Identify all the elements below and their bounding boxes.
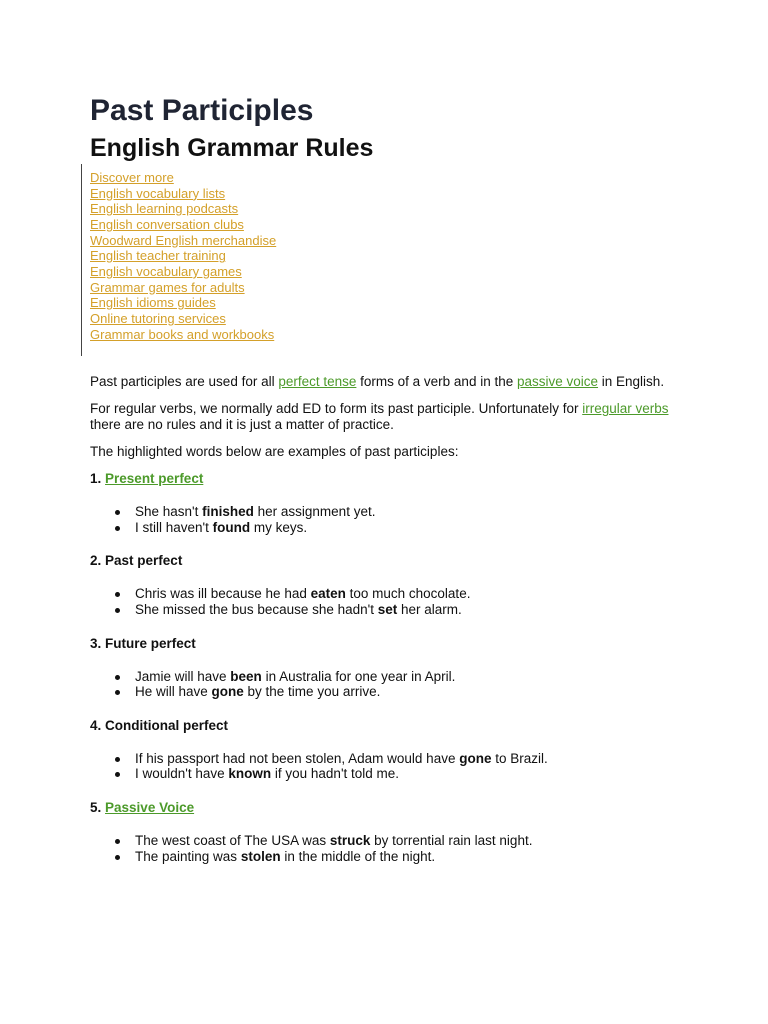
example-list [90, 751, 680, 782]
section-heading [90, 718, 680, 734]
text-span: She missed the bus because she hadn't [135, 602, 378, 617]
page-title: Past Participles [90, 94, 314, 127]
text-span: if you hadn't told me. [271, 766, 400, 782]
text-span: I wouldn't have [135, 766, 229, 782]
passive-voice-link[interactable]: passive voice [516, 374, 599, 390]
participle-highlight: found [212, 519, 251, 535]
participle-highlight: known [228, 766, 272, 782]
related-link[interactable]: English vocabulary games [90, 263, 242, 279]
participle-highlight: set [377, 602, 398, 617]
list-item [135, 504, 680, 520]
section-heading [90, 471, 680, 487]
list-item [135, 520, 680, 536]
related-link[interactable]: Grammar books and workbooks [90, 326, 275, 342]
related-link[interactable]: Woodward English merchandise [90, 232, 277, 248]
text-span: by torrential rain last night. [370, 832, 533, 848]
text-span: in English. [598, 374, 665, 390]
related-link[interactable]: English conversation clubs [90, 216, 244, 232]
perfect-tense-link[interactable]: perfect tense [278, 374, 357, 390]
text-span: by the time you arrive. [243, 684, 381, 700]
text-span: For regular verbs, we normally add ED to form its past participle. Unfortunately for [90, 401, 583, 417]
participle-highlight: eaten [310, 586, 346, 602]
intro-paragraph-2 [90, 401, 680, 433]
text-span: her alarm. [397, 602, 462, 617]
participle-highlight: struck [329, 832, 371, 848]
list-item [135, 833, 680, 849]
participle-highlight: finished [202, 504, 254, 520]
text-span: If his passport had not been stolen, Adam would have [135, 750, 460, 766]
list-item [135, 602, 680, 618]
text-span: my keys. [250, 519, 308, 535]
related-link[interactable]: English teacher training [90, 248, 226, 264]
section-title: Conditional perfect [105, 717, 229, 733]
section-future-perfect [90, 636, 680, 700]
text-span: forms of a verb and in the [356, 374, 517, 390]
example-list [90, 833, 680, 864]
present-perfect-link[interactable]: Present perfect [105, 471, 204, 487]
article [90, 93, 680, 864]
related-links-box [90, 170, 680, 356]
text-span: there are no rules and it is just a matter of practice. [90, 417, 394, 433]
participle-highlight: gone [211, 684, 244, 700]
section-number: 5. [90, 799, 102, 815]
text-span: The west coast of The USA was [135, 832, 330, 848]
list-item [135, 849, 680, 865]
section-title: Past perfect [105, 553, 183, 569]
list-item [135, 586, 680, 602]
related-link[interactable]: English vocabulary lists [90, 185, 226, 201]
related-link[interactable]: Discover more [90, 170, 174, 185]
section-title: Future perfect [105, 635, 196, 651]
text-span: in the middle of the night. [280, 848, 436, 864]
intro-paragraph-1 [90, 374, 680, 390]
text-span: Chris was ill because he had [135, 586, 311, 602]
participle-highlight: gone [459, 750, 492, 766]
intro-paragraph-3: The highlighted words below are examples of past participles: [90, 444, 459, 460]
section-number: 3. [90, 635, 102, 651]
related-link[interactable]: Online tutoring services [90, 310, 226, 326]
text-span: Past participles are used for all [90, 374, 279, 390]
text-span: I still haven't [135, 519, 213, 535]
section-number: 1. [90, 471, 102, 487]
example-list [90, 586, 680, 617]
text-span: to Brazil. [491, 750, 548, 766]
related-link[interactable]: Grammar games for adults [90, 279, 245, 295]
related-link[interactable]: English idioms guides [90, 295, 216, 311]
section-number: 2. [90, 553, 102, 569]
irregular-verbs-link[interactable]: irregular verbs [582, 401, 669, 417]
example-list [90, 504, 680, 535]
list-item [135, 751, 680, 767]
list-item [135, 684, 680, 700]
text-span: too much chocolate. [345, 586, 471, 602]
example-list [90, 669, 680, 700]
participle-highlight: been [230, 668, 262, 684]
related-link[interactable]: English learning podcasts [90, 201, 239, 217]
text-span: The painting was [135, 848, 241, 864]
links-divider [81, 164, 82, 356]
section-passive-voice [90, 800, 680, 864]
section-past-perfect [90, 553, 680, 617]
section-conditional-perfect [90, 718, 680, 782]
participle-highlight: stolen [240, 848, 281, 864]
passive-voice-section-link[interactable]: Passive Voice [105, 799, 195, 815]
text-span: He will have [135, 684, 212, 700]
section-heading [90, 636, 680, 652]
section-number: 4. [90, 717, 102, 733]
section-heading [90, 800, 680, 816]
text-span: She hasn't [135, 504, 203, 520]
text-span: her assignment yet. [253, 504, 376, 520]
text-span: in Australia for one year in April. [261, 668, 456, 684]
page-subtitle: English Grammar Rules [90, 134, 374, 162]
text-span: Jamie will have [135, 668, 231, 684]
section-present-perfect [90, 471, 680, 535]
section-heading [90, 553, 680, 569]
list-item [135, 766, 680, 782]
list-item [135, 669, 680, 685]
